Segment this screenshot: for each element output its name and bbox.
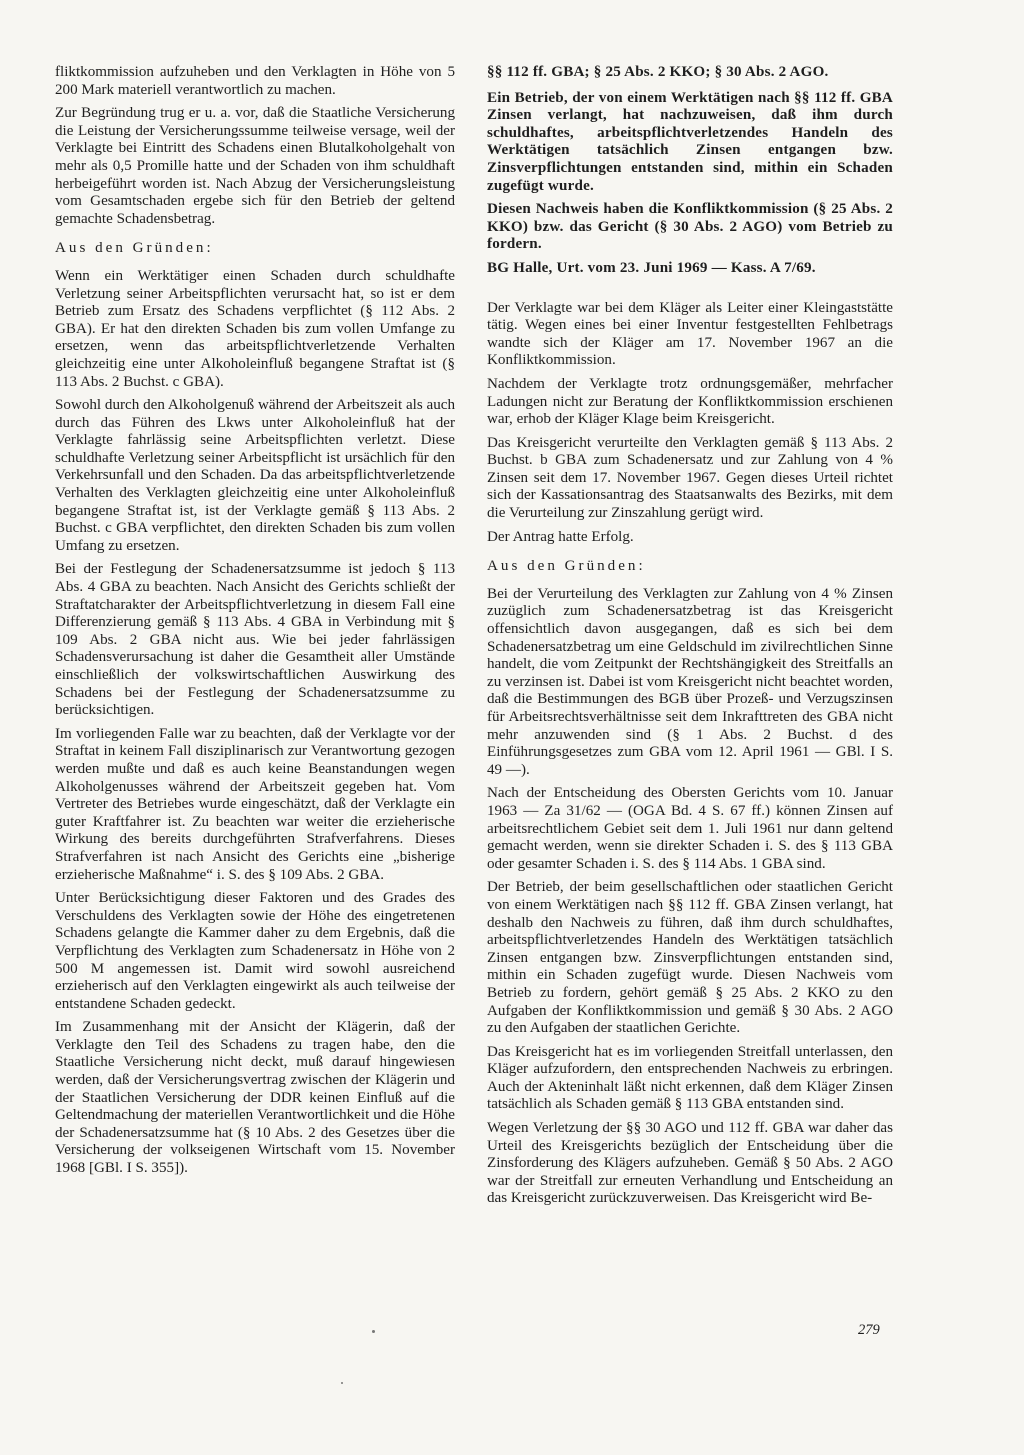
paragraph: Das Kreisgericht hat es im vorliegenden Streitfall unterlassen, den Kläger aufzufordern, den entsprechenden Nachweis zu erbringen. Auch der Akteninhalt läßt nicht erkennen, daß dem Kläger Zinsen tatsächlich als Schaden gemäß § 113 GBA entstanden sind. — [487, 1043, 893, 1113]
paragraph: Nachdem der Verklagte trotz ordnungsgemäßer, mehrfacher Ladungen nicht zur Beratung der Konfliktkommission erschienen war, erhob der Kläger Klage beim Kreisgericht. — [487, 375, 893, 428]
paragraph: Das Kreisgericht verurteilte den Verklagten gemäß § 113 Abs. 2 Buchst. b GBA zum Schadenersatz und zur Zahlung von 4 % Zinsen seit dem 17. November 1967. Gegen dieses Urteil richtet sich der Kassationsantrag des Staatsanwalts des Bezirks, mit dem die Verurteilung zur Zinszahlung gerügt wird. — [487, 434, 893, 522]
left-column — [55, 64, 455, 1184]
print-speck — [372, 1330, 375, 1333]
paragraph: Der Antrag hatte Erfolg. — [487, 528, 634, 545]
right-column — [487, 64, 893, 1214]
section-heading: Aus den Gründen: — [55, 240, 214, 257]
paragraph: Bei der Festlegung der Schadenersatzsumme ist jedoch § 113 Abs. 4 GBA zu beachten. Nach Ansicht des Gerichts schließt der Straftatcharakter der Arbeitspflichtverletzung in diesem Fall eine Differenzierung gemäß § 113 Abs. 4 GBA in Verbindung mit § 109 Abs. 2 GBA nicht aus. Wie bei jeder fahrlässigen Schadensverursachung ist daher die Gesamtheit aller Umstände einschließlich der volkswirtschaftlichen Auswirkung des Schadens bei der Festlegung der Schadenersatzsumme zu berücksichtigen. — [55, 561, 455, 719]
headnote: Ein Betrieb, der von einem Werktätigen nach §§ 112 ff. GBA Zinsen verlangt, hat nachzuweisen, daß ihm durch schuldhaftes, arbeitspflichtverletzendes Handeln des Werktätigen tatsächlich Zinsen entgangen bzw. Zinsverpflichtungen entstanden sind, mithin ein Schaden zugefügt wurde. — [487, 89, 893, 194]
paragraph: Zur Begründung trug er u. a. vor, daß die Staatliche Versicherung die Leistung der Versicherungssumme teilweise versage, weil der Verklagte bei Eintritt des Schadens einen Blutalkoholgehalt von mehr als 0,5 Promille hatte und der Schaden von ihm schuldhaft herbeigeführt worden ist. Nach Abzug der Versicherungsleistung vom Gesamtschaden ergebe sich für den Betrieb der geltend gemachte Schadensbetrag. — [55, 105, 455, 227]
legal-citation: §§ 112 ff. GBA; § 25 Abs. 2 KKO; § 30 Abs. 2 AGO. — [487, 64, 829, 80]
page-number: 279 — [858, 1322, 880, 1338]
paragraph: Unter Berücksichtigung dieser Faktoren und des Grades des Verschuldens des Verklagten sowie der Höhe des eingetretenen Schadens gelangte die Kammer daher zu dem Ergebnis, daß die Verpflichtung des Verklagten zum Schadenersatz in Höhe von 2 500 M angemessen ist. Damit wird sowohl ausreichend erzieherisch auf den Verklagten eingewirkt als auch teilweise der entstandene Schaden gedeckt. — [55, 890, 455, 1012]
paragraph: Bei der Verurteilung des Verklagten zur Zahlung von 4 % Zinsen zuzüglich zum Schadenersatzbetrag ist das Kreisgericht offensichtlich davon ausgegangen, daß es sich bei dem Schadenersatzbetrag um eine Geldschuld im zivilrechtlichen Sinne handelt, die vom Zeitpunkt der Rechtshängigkeit des Streitfalls an zu verzinsen ist. Dabei ist vom Kreisgericht nicht beachtet worden, daß die Bestimmungen des BGB über Prozeß- und Verzugszinsen für Arbeitsrechtsverhältnisse seit dem Inkrafttreten des GBA nicht mehr anzuwenden sind (§ 1 Abs. 2 Buchst. d des Einführungsgesetzes zum GBA vom 12. April 1961 — GBl. I S. 49 —). — [487, 585, 893, 778]
paragraph: Im Zusammenhang mit der Ansicht der Klägerin, daß der Verklagte den Teil des Schadens zu tragen habe, den die Staatliche Versicherung nicht deckt, muß darauf hingewiesen werden, daß der Versicherungsvertrag zwischen der Klägerin und der Staatlichen Versicherung der DDR keinen Einfluß auf die Geltendmachung der materiellen Verantwortlichkeit und die Höhe der Schadenersatzsumme hat (§ 10 Abs. 2 des Gesetzes über die Versicherung der volkseigenen Wirtschaft vom 15. November 1968 [GBl. I S. 355]). — [55, 1019, 455, 1177]
paragraph: Nach der Entscheidung des Obersten Gerichts vom 10. Januar 1963 — Za 31/62 — (OGA Bd. 4 S. 67 ff.) können Zinsen auf arbeitsrechtlichem Gebiet seit dem 1. Juli 1961 nur dann geltend gemacht werden, wenn sie direkter Schaden i. S. des § 113 GBA oder gesamter Schaden i. S. des § 114 Abs. 1 GBA sind. — [487, 785, 893, 872]
paragraph: Wenn ein Werktätiger einen Schaden durch schuldhafte Verletzung seiner Arbeitspflichten verursacht hat, so ist er dem Betrieb zum Ersatz des Schadens verpflichtet (§ 112 Abs. 2 GBA). Er hat den direkten Schaden bis zum vollen Umfange zu ersetzen, wenn das arbeitspflichtverletzende Verhalten gleichzeitig eine unter Alkoholeinfluß begangene Straftat ist (§ 113 Abs. 2 Buchst. c GBA). — [55, 267, 455, 390]
print-speck — [341, 1382, 343, 1384]
paragraph: Sowohl durch den Alkoholgenuß während der Arbeitszeit als auch durch das Führen des Lkws unter Alkoholeinfluß hat der Verklagte fahrlässig seine Arbeitspflichten verletzt. Diese schuldhafte Verletzung seiner Arbeitspflicht ist ursächlich für den Verkehrsunfall und den Schaden. Da das arbeitspflichtverletzende Verhalten des Verklagten gleichzeitig eine unter Alkoholeinfluß begangene Straftat ist, ist der Verklagte gemäß § 113 Abs. 2 Buchst. c GBA verpflichtet, den direkten Schaden bis zum vollen Umfang zu ersetzen. — [55, 397, 455, 554]
paragraph: fliktkommission aufzuheben und den Verklagten in Höhe von 5 200 Mark materiell verantwortlich zu machen. — [55, 64, 455, 98]
case-reference: BG Halle, Urt. vom 23. Juni 1969 — Kass. A 7/69. — [487, 259, 816, 276]
paragraph: Wegen Verletzung der §§ 30 AGO und 112 ff. GBA war daher das Urteil des Kreisgerichts bezüglich der Entscheidung über die Zinsforderung des Klägers aufzuheben. Gemäß § 50 Abs. 2 AGO war der Streitfall zur erneuten Verhandlung und Entscheidung an das Kreisgericht zurückzuverweisen. Das Kreisgericht wird Be- — [487, 1120, 893, 1207]
headnote: Diesen Nachweis haben die Konfliktkommission (§ 25 Abs. 2 KKO) bzw. das Gericht (§ 30 Abs. 2 AGO) vom Betrieb zu fordern. — [487, 201, 893, 253]
paragraph: Der Betrieb, der beim gesellschaftlichen oder staatlichen Gericht von einem Werktätigen nach §§ 112 ff. GBA Zinsen verlangt, hat deshalb den Nachweis zu führen, daß ihm durch schuldhaftes, arbeitspflichtverletzendes Handeln des Werktätigen tatsächlich Zinsen entgangen bzw. Zinsverpflichtungen entstanden sind, mithin ein Schaden zugefügt wurde. Diesen Nachweis vom Betrieb zu fordern, gehört gemäß § 25 Abs. 2 KKO zu den Aufgaben der Konfliktkommission und gemäß § 30 Abs. 2 AGO zu den Aufgaben der staatlichen Gerichte. — [487, 879, 893, 1037]
paragraph: Der Verklagte war bei dem Kläger als Leiter einer Kleingaststätte tätig. Wegen eines bei einer Inventur festgestellten Fehlbetrags wandte sich der Kläger am 17. November 1967 an die Konfliktkommission. — [487, 299, 893, 369]
section-heading: Aus den Gründen: — [487, 558, 646, 575]
paragraph: Im vorliegenden Falle war zu beachten, daß der Verklagte vor der Straftat in keinem Fall disziplinarisch zur Verantwortung gezogen werden mußte und daß es auch keine Beanstandungen wegen Alkoholgenusses während der Arbeitszeit gegeben hat. Vom Vertreter des Betriebes wurde eingeschätzt, daß der Verklagte ein guter Kraftfahrer ist. Zu beachten war weiter die erzieherische Wirkung des bereits durchgeführten Strafverfahrens. Dieses Strafverfahren ist nach Ansicht des Gerichts eine „bisherige erzieherische Maßnahme“ i. S. des § 109 Abs. 2 GBA. — [55, 725, 455, 883]
